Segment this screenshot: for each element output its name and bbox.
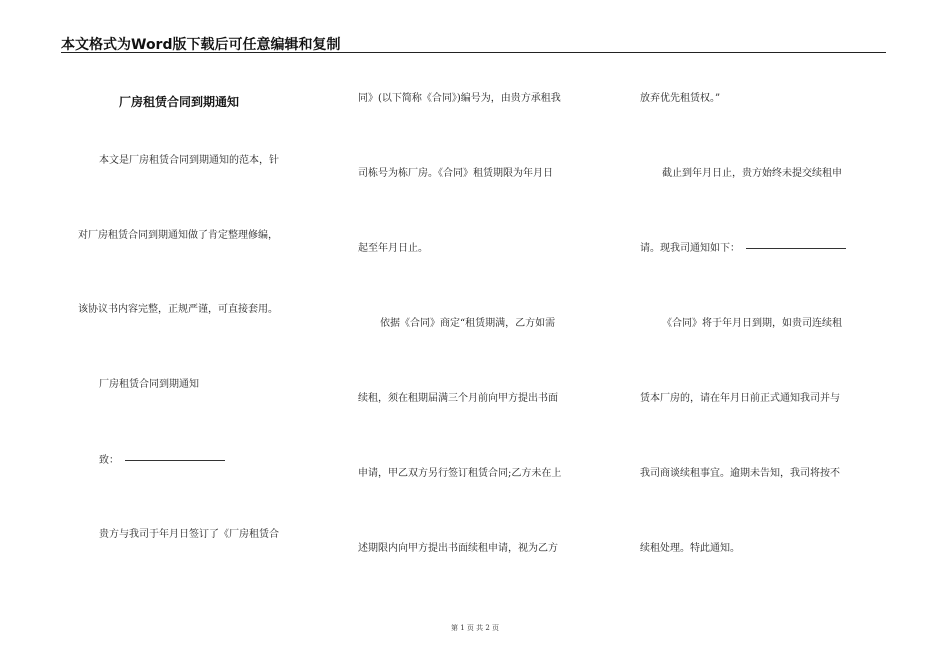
col3-line-3 [640,243,846,255]
col2-line-1: 同》(以下简称《合同》)编号为，由贵方承租我 [358,93,561,104]
header-rule [61,52,886,53]
col3-line-4: 《合同》将于年月日到期，如贵司连续租 [662,318,842,329]
col2-line-2: 司栋号为栋厂房。《合同》租赁期限为年月日 [358,168,553,179]
col2-line-4: 依据《合同》商定“租赁期满，乙方如需 [380,318,556,329]
col1-line-4: 厂房租赁合同到期通知 [99,379,199,390]
col1-line-6: 贵方与我司于年月日签订了《厂房租赁合 [99,529,279,540]
col2-line-7: 述期限内向甲方提出书面续租申请，视为乙方 [358,543,558,554]
col2-line-5: 续租，须在租期届满三个月前向甲方提出书面 [358,393,558,404]
col3-line-2: 截止到年月日止，贵方始终未提交续租申 [662,168,842,179]
recipient-label: 致： [99,455,119,466]
col1-line-2: 对厂房租赁合同到期通知做了肯定整理修编， [78,230,278,241]
notice-intro: 请。现我司通知如下： [640,243,740,254]
document-title: 厂房租赁合同到期通知 [119,95,240,109]
col3-line-7: 续租处理。特此通知。 [640,543,740,554]
col1-line-1: 本文是厂房租赁合同到期通知的范本，针 [99,155,279,166]
col3-line-1: 放弃优先租赁权。” [640,93,721,104]
notice-blank [746,248,846,249]
page-indicator: 第 1 页 共 2 页 [450,624,500,632]
col3-line-5: 赁本厂房的，请在年月日前正式通知我司并与 [640,393,840,404]
col1-line-5 [99,455,225,467]
col2-line-6: 申请，甲乙双方另行签订租赁合同;乙方未在上 [358,468,562,479]
document-header-title: 本文格式为Word版下载后可任意编辑和复制 [61,37,341,53]
recipient-blank [125,460,225,461]
col1-line-3: 该协议书内容完整，正规严谨，可直接套用。 [78,304,278,315]
col3-line-6: 我司商谈续租事宜。逾期未告知，我司将按不 [640,468,840,479]
col2-line-3: 起至年月日止。 [358,243,428,254]
